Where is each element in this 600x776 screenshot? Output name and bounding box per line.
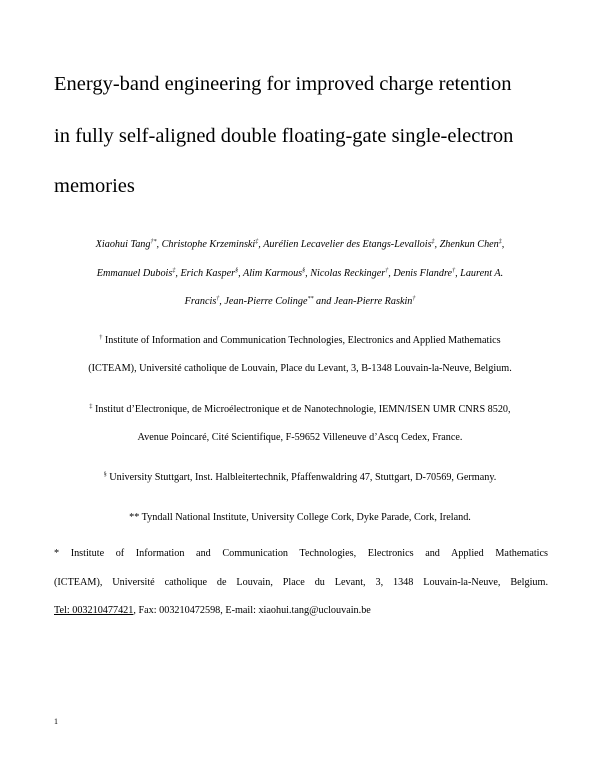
author-separator: , <box>238 268 243 279</box>
author-name: Nicolas Reckinger <box>310 268 386 279</box>
author-separator: , <box>156 239 162 250</box>
correspondence-line-2: (ICTEAM), Université catholique de Louvain, Place du Levant, 3, 1348 Louvain-la-Neuve, Belgium. <box>54 577 548 588</box>
author-name: Xiaohui Tang <box>95 239 151 250</box>
affiliation-2-line-2: Avenue Poincaré, Cité Scientifique, F-59652 Villeneuve d’Ascq Cedex, France. <box>137 432 463 443</box>
affiliation-3-line-1 <box>40 472 560 483</box>
author-mark: § <box>235 268 239 274</box>
author-mark: ‡ <box>172 268 176 274</box>
affiliation-mark: † <box>99 335 103 341</box>
author-name: Alim Karmous <box>243 268 303 279</box>
author-mark: § <box>302 268 306 274</box>
author-mark: †* <box>150 239 157 245</box>
author-mark: † <box>452 268 456 274</box>
author-name: Francis <box>184 296 217 307</box>
correspondence-line-3 <box>54 606 548 616</box>
author-name: Zhenkun Chen <box>439 239 499 250</box>
paper-title-line-3: memories <box>54 175 135 197</box>
author-name: Christophe Krzeminski <box>161 239 256 250</box>
author-separator: , <box>455 268 461 279</box>
author-mark: † <box>385 268 389 274</box>
author-mark: ** <box>307 296 314 302</box>
author-separator: and <box>313 296 334 307</box>
affiliation-text: Institute of Information and Communication Technologies, Electronics and Applied Mathematics <box>102 335 501 346</box>
affiliation-text: University Stuttgart, Inst. Halbleitertechnik, Pfaffenwaldring 47, Stuttgart, D-70569, Germany. <box>106 472 497 483</box>
author-separator: , <box>501 239 505 250</box>
affiliation-1-line-1 <box>40 335 560 346</box>
affiliation-mark: § <box>103 472 107 478</box>
author-name: Laurent A. <box>460 268 504 279</box>
author-mark: † <box>216 296 220 302</box>
page-number: 1 <box>54 717 58 726</box>
author-separator: , <box>219 296 225 307</box>
author-mark: ‡ <box>498 239 502 245</box>
author-separator: , <box>258 239 264 250</box>
author-separator: , <box>175 268 181 279</box>
correspondence-line-1: * Institute of Information and Communication Technologies, Electronics and Applied Mathematics <box>54 548 548 559</box>
author-mark: † <box>412 296 416 302</box>
author-name: Aurélien Lecavelier des Etangs-Levallois <box>263 239 432 250</box>
author-name: Jean-Pierre Colinge <box>224 296 308 307</box>
author-line-2 <box>40 268 560 279</box>
contact-details: , Fax: 003210472598, E-mail: xiaohui.tang@uclouvain.be <box>133 605 371 616</box>
telephone-link[interactable]: Tel: 003210477421 <box>54 605 134 616</box>
author-mark: ‡ <box>255 239 259 245</box>
paper-title-line-2: in fully self-aligned double floating-gate single-electron <box>54 125 514 147</box>
author-name: Emmanuel Dubois <box>96 268 173 279</box>
affiliation-text: Institut d’Electronique, de Microélectronique et de Nanotechnologie, IEMN/ISEN UMR CNRS 8520, <box>92 404 511 415</box>
author-separator: , <box>434 239 440 250</box>
author-name: Jean-Pierre Raskin <box>333 296 413 307</box>
author-line-1 <box>40 239 560 250</box>
author-line-3 <box>40 296 560 307</box>
affiliation-4-line-1: ** Tyndall National Institute, University College Cork, Dyke Parade, Cork, Ireland. <box>129 512 471 523</box>
author-name: Erich Kasper <box>180 268 236 279</box>
author-separator: , <box>305 268 311 279</box>
author-mark: ‡ <box>431 239 435 245</box>
affiliation-mark: ‡ <box>89 404 93 410</box>
author-separator: , <box>388 268 394 279</box>
affiliation-1-line-2: (ICTEAM), Université catholique de Louvain, Place du Levant, 3, B-1348 Louvain-la-Neuve, Belgium. <box>88 363 512 374</box>
author-name: Denis Flandre <box>393 268 453 279</box>
affiliation-2-line-1 <box>40 404 560 415</box>
paper-title-line-1: Energy-band engineering for improved charge retention <box>54 73 512 95</box>
